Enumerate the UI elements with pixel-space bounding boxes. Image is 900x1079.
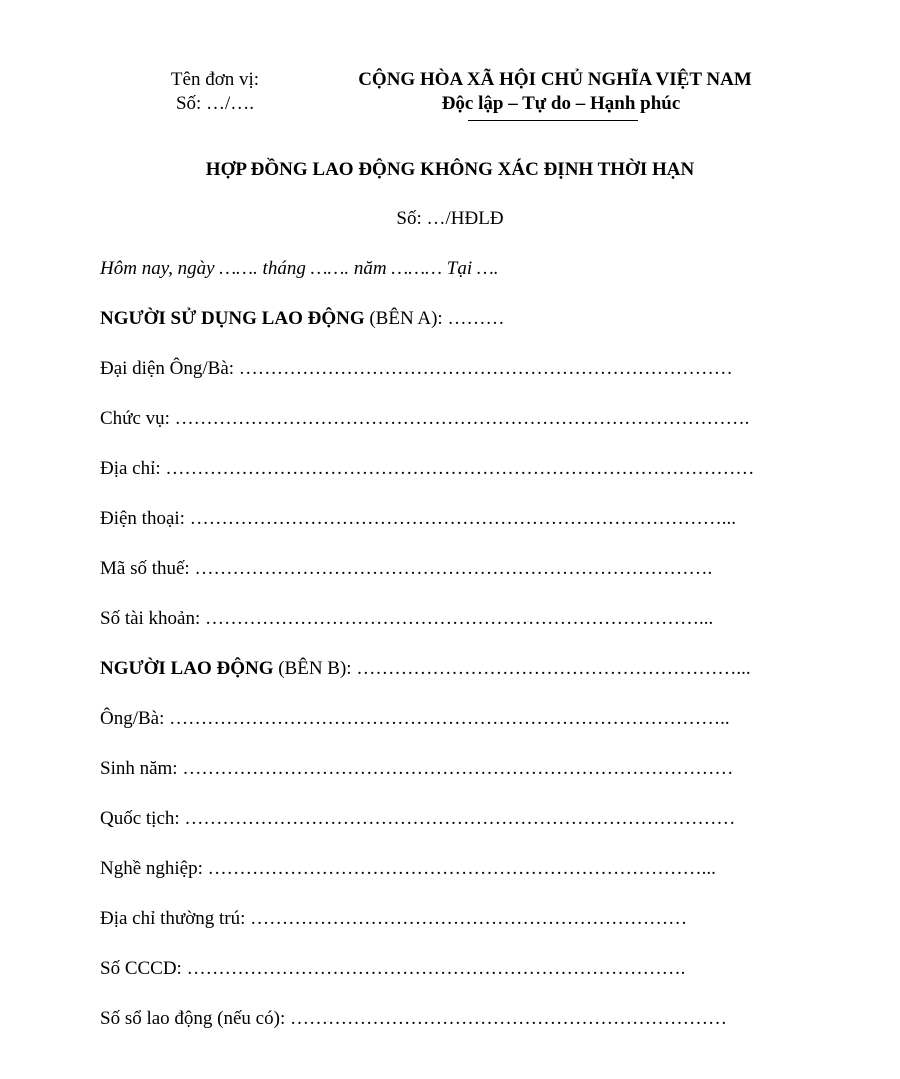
document-title: HỢP ĐỒNG LAO ĐỘNG KHÔNG XÁC ĐỊNH THỜI HẠN: [205, 159, 695, 180]
party-b-occupation-field: Nghề nghiệp: ……………………………………………………………………...: [100, 858, 716, 879]
national-title: CỘNG HÒA XÃ HỘI CHỦ NGHĨA VIỆT NAM: [358, 69, 752, 90]
party-b-permanent-address-field: Địa chỉ thường trú: ……………………………………………………………: [100, 908, 688, 929]
party-a-heading: [100, 307, 504, 331]
party-a-phone-field: Điện thoại: …………………………………………………………………………...: [100, 508, 736, 529]
party-a-position-field: Chức vụ: ……………………………………………………………………………….: [100, 408, 750, 429]
party-b-heading-bold: NGƯỜI LAO ĐỘNG: [100, 658, 274, 679]
party-b-name-field: Ông/Bà: ……………………………………………………………………………..: [100, 708, 730, 729]
party-b-citizen-id-field: Số CCCD: …………………………………………………………………….: [100, 958, 686, 979]
party-a-tax-code-field: Mã số thuế: ……………………………………………………………………….: [100, 558, 713, 579]
party-a-account-field: Số tài khoản: ……………………………………………………………………...: [100, 608, 714, 629]
party-a-heading-bold: NGƯỜI SỬ DỤNG LAO ĐỘNG: [100, 308, 365, 329]
party-b-birth-year-field: Sinh năm: ……………………………………………………………………………: [100, 758, 734, 779]
unit-number-label: Số: …/….: [175, 93, 255, 114]
motto-underline: [468, 120, 638, 121]
party-a-address-field: Địa chỉ: …………………………………………………………………………………: [100, 458, 755, 479]
unit-name-label: Tên đơn vị:: [170, 69, 260, 90]
party-a-representative-field: Đại diện Ông/Bà: ……………………………………………………………………: [100, 358, 733, 379]
document-number: Số: …/HĐLĐ: [396, 208, 504, 229]
party-a-heading-rest: (BÊN A): ………: [364, 308, 505, 329]
national-motto: Độc lập – Tự do – Hạnh phúc: [441, 93, 681, 114]
party-b-heading: [100, 657, 751, 681]
party-b-nationality-field: Quốc tịch: ……………………………………………………………………………: [100, 808, 736, 829]
party-b-labor-book-field: Số sổ lao động (nếu có): ……………………………………………………………: [100, 1008, 727, 1029]
date-line: Hôm nay, ngày ……. tháng ……. năm ……… Tại ….: [100, 258, 499, 279]
party-b-heading-rest: (BÊN B): ……………………………………………………...: [273, 658, 751, 679]
